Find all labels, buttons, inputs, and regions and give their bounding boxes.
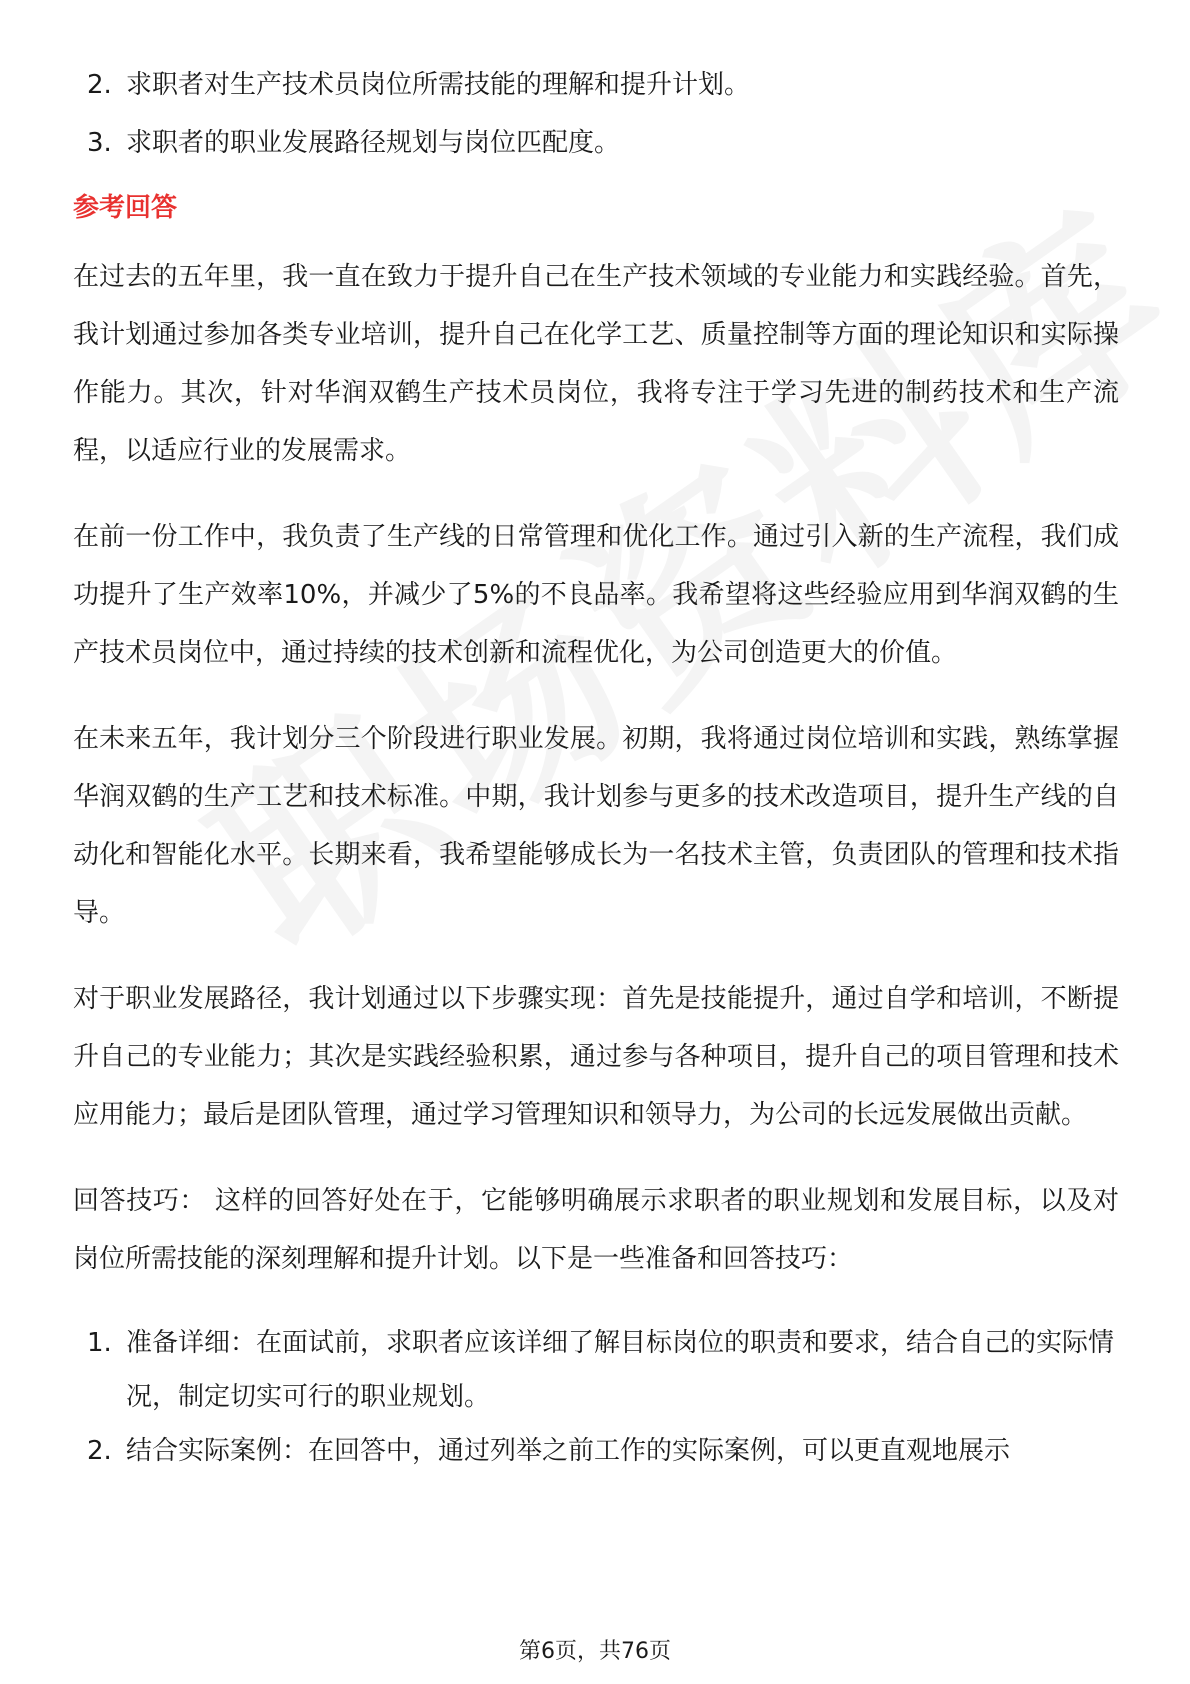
tips-intro-paragraph: 回答技巧： 这样的回答好处在于，它能够明确展示求职者的职业规划和发展目标，以及对岗位所需技能的深刻理解和提升计划。以下是一些准备和回答技巧：: [73, 1186, 1119, 1274]
document-body: [73, 56, 1119, 1478]
tips-list: [73, 1316, 1119, 1478]
list-text: 结合实际案例：在回答中，通过列举之前工作的实际案例，可以更直观地展示: [126, 1436, 1011, 1466]
list-number: 2.: [87, 70, 112, 100]
paragraph: 在前一份工作中，我负责了生产线的日常管理和优化工作。通过引入新的生产流程，我们成功提升了生产效率10%，并减少了5%的不良品率。我希望将这些经验应用到华润双鹤的生产技术员岗位中，通过持续的技术创新和流程优化，为公司创造更大的价值。: [73, 522, 1119, 668]
list-item: [73, 1424, 1119, 1478]
page-footer: 第6页，共76页: [519, 1639, 671, 1664]
list-item: [73, 56, 1119, 114]
list-number: 2.: [87, 1436, 112, 1466]
section-title: 参考回答: [73, 193, 178, 223]
paragraph: 在过去的五年里，我一直在致力于提升自己在生产技术领域的专业能力和实践经验。首先，我计划通过参加各类专业培训，提升自己在化学工艺、质量控制等方面的理论知识和实际操作能力。其次，针对华润双鹤生产技术员岗位，我将专注于学习先进的制药技术和生产流程，以适应行业的发展需求。: [73, 262, 1119, 466]
list-text: 准备详细：在面试前，求职者应该详细了解目标岗位的职责和要求，结合自己的实际情况，制定切实可行的职业规划。: [126, 1328, 1115, 1412]
list-text: 求职者对生产技术员岗位所需技能的理解和提升计划。: [126, 70, 751, 100]
question-list: [73, 56, 1119, 172]
list-item: [73, 114, 1119, 172]
list-number: 3.: [87, 128, 112, 158]
paragraph: 对于职业发展路径，我计划通过以下步骤实现：首先是技能提升，通过自学和培训，不断提升自己的专业能力；其次是实践经验积累，通过参与各种项目，提升自己的项目管理和技术应用能力；最后是团队管理，通过学习管理知识和领导力，为公司的长远发展做出贡献。: [73, 984, 1119, 1130]
paragraph: 在未来五年，我计划分三个阶段进行职业发展。初期，我将通过岗位培训和实践，熟练掌握华润双鹤的生产工艺和技术标准。中期，我计划参与更多的技术改造项目，提升生产线的自动化和智能化水平。长期来看，我希望能够成长为一名技术主管，负责团队的管理和技术指导。: [73, 724, 1119, 928]
list-text: 求职者的职业发展路径规划与岗位匹配度。: [126, 128, 621, 158]
list-item: [73, 1316, 1119, 1424]
list-number: 1.: [87, 1328, 112, 1358]
